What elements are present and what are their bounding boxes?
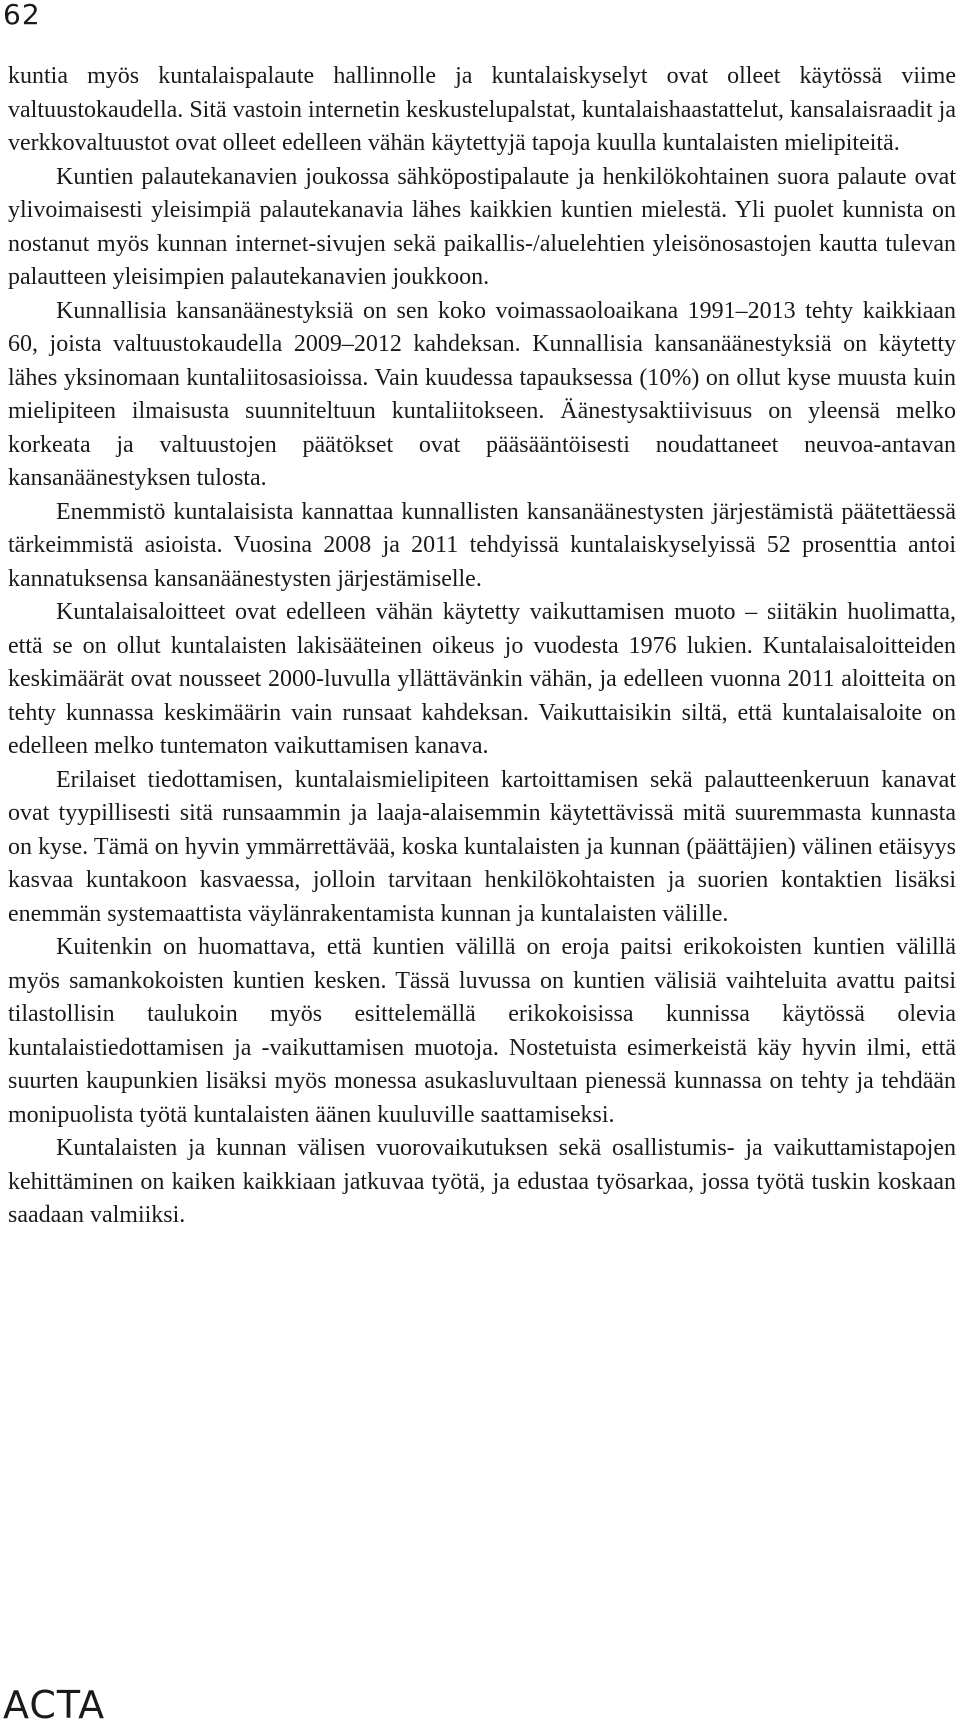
paragraph-2: Kuntien palautekanavien joukossa sähköpostipalaute ja henkilökohtainen suora palaute ovat ylivoimaisesti yleisimpiä palautekanavia lähes kaikkien kuntien mielestä. Yli puolet kunnista on nostanut myös kunnan internet-sivujen sekä paikallis-/aluelehtien yleisönosastojen kautta tulevan palautteen yleisimpien palautekanavien joukkoon. [8,163,956,290]
body-text [8,60,956,1233]
publication-series-label: ACTA [3,1683,106,1727]
paragraph-3: Kunnallisia kansanäänestyksiä on sen koko voimassaoloaikana 1991–2013 tehty kaikkiaan 60, joista valtuustokaudella 2009–2012 kahdeksan. Kunnallisia kansanäänestyksiä on käytetty lähes yksinomaan kuntaliitosasioissa. Vain kuudessa tapauksessa (10%) on ollut kyse muusta kuin mielipiteen ilmaisusta suunniteltuun kuntaliitokseen. Äänestysaktiivisuus on yleensä melko korkeata ja valtuustojen päätökset ovat pääsääntöisesti noudattaneet neuvoa-antavan kansanäänestyksen tulosta. [8,297,956,491]
paragraph-4: Enemmistö kuntalaisista kannattaa kunnallisten kansanäänestysten järjestämistä päätettäessä tärkeimmistä asioista. Vuosina 2008 ja 2011 tehdyissä kuntalaiskyselyissä 52 prosenttia antoi kannatuksensa kansanäänestysten järjestämiselle. [8,498,956,592]
paragraph-6: Erilaiset tiedottamisen, kuntalaismielipiteen kartoittamisen sekä palautteenkeruun kanavat ovat tyypillisesti sitä runsaammin ja laaja-alaisemmin käytettävissä mitä suuremmasta kunnasta on kyse. Tämä on hyvin ymmärrettävää, koska kuntalaisten ja kunnan (päättäjien) välinen etäisyys kasvaa kuntakoon kasvaessa, jolloin tarvitaan henkilökohtaisten ja suorien kontaktien lisäksi enemmän systemaattista väylänrakentamista kunnan ja kuntalaisten välille. [8,766,956,927]
paragraph-7: Kuitenkin on huomattava, että kuntien välillä on eroja paitsi erikokoisten kuntien välillä myös samankokoisten kuntien kesken. Tässä luvussa on kuntien välisiä vaihteluita avattu paitsi tilastollisin taulukoin myös esittelemällä erikokoisissa kunnissa käytössä olevia kuntalaistiedottamisen ja -vaikuttamisen muotoja. Nostetuista esimerkeistä käy hyvin ilmi, että suurten kaupunkien lisäksi myös monessa asukasluvultaan pienessä kunnassa on tehty ja tehdään monipuolista työtä kuntalaisten äänen kuuluville saattamiseksi. [8,934,956,1128]
paragraph-1: kuntia myös kuntalaispalaute hallinnolle ja kuntalaiskyselyt ovat olleet käytössä viime valtuustokaudella. Sitä vastoin internetin keskustelupalstat, kuntalaishaastattelut, kansalaisraadit ja verkkovaltuustot ovat olleet edelleen vähän käytettyjä tapoja kuulla kuntalaisten mielipiteitä. [8,63,956,156]
paragraph-5: Kuntalaisaloitteet ovat edelleen vähän käytetty vaikuttamisen muoto – siitäkin huolimatta, että se on ollut kuntalaisten lakisääteinen oikeus jo vuodesta 1976 lukien. Kuntalaisaloitteiden keskimäärät ovat nousseet 2000-luvulla yllättävänkin vähän, ja edelleen vuonna 2011 aloitteita on tehty kunnassa keskimäärin vain runsaat kahdeksan. Vaikuttaisikin siltä, että kuntalaisaloite on edelleen melko tuntematon vaikuttamisen kanava. [8,599,956,759]
page-number: 62 [3,0,41,31]
paragraph-8: Kuntalaisten ja kunnan välisen vuorovaikutuksen sekä osallistumis- ja vaikuttamistapojen kehittäminen on kaiken kaikkiaan jatkuvaa työtä, ja edustaa työsarkaa, jossa työtä tuskin koskaan saadaan valmiiksi. [8,1135,956,1228]
